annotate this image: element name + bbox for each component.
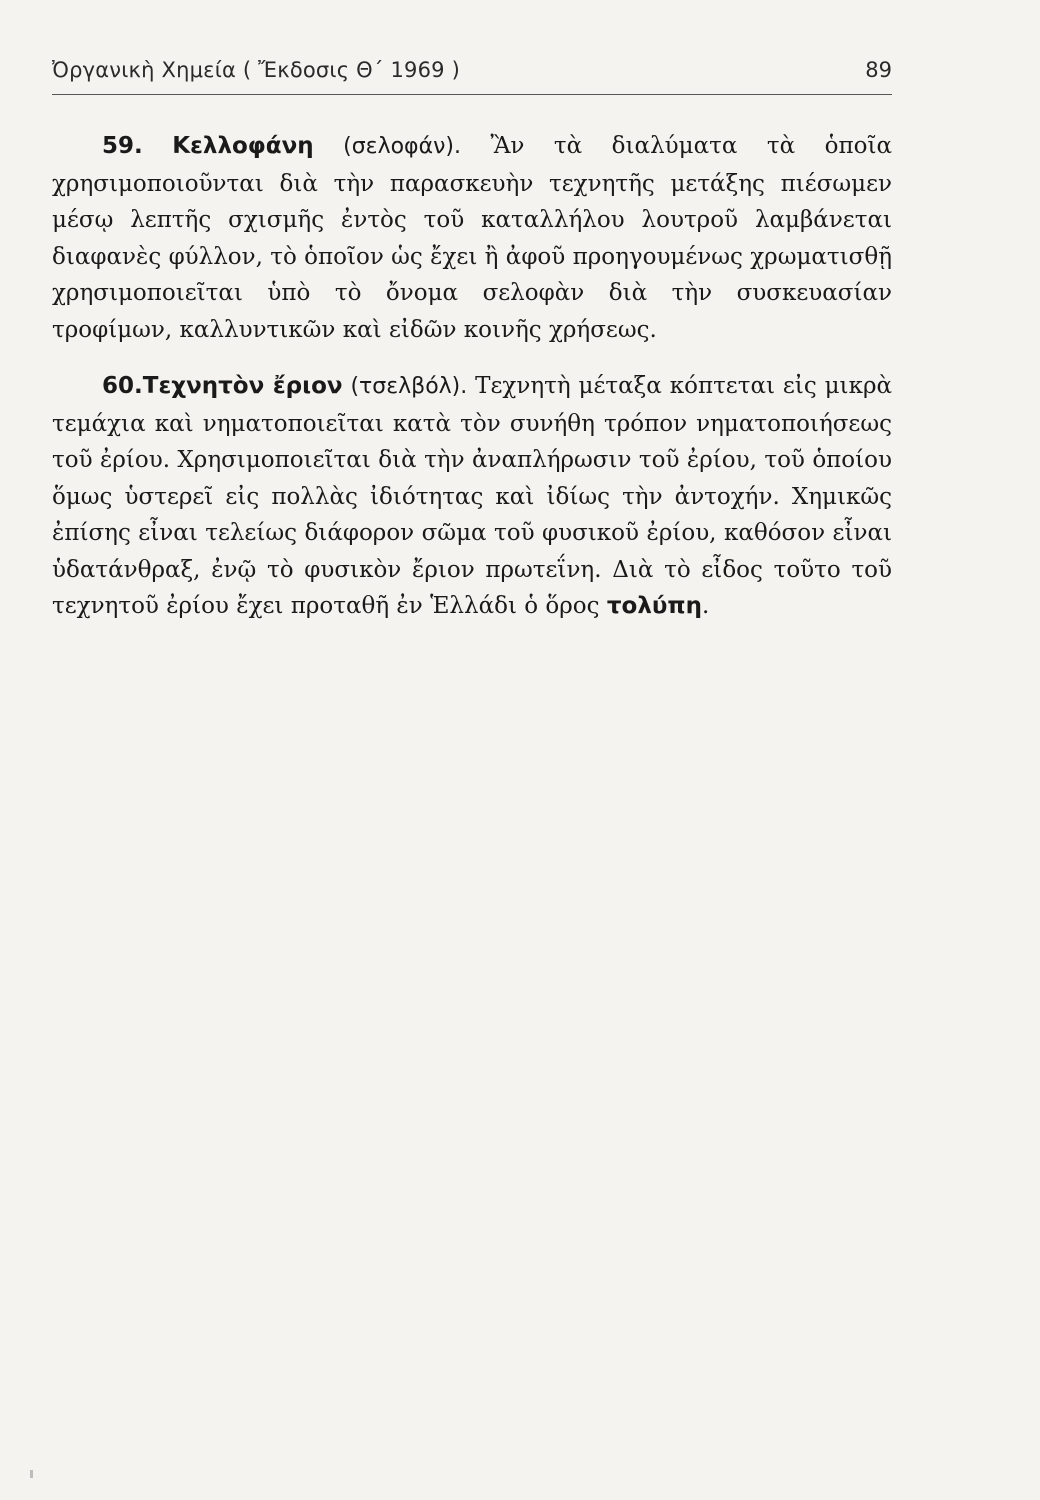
section-number: 59. [102,133,143,159]
paper-speck [30,1470,33,1478]
section-heading: Τεχνητὸν ἔριον [142,373,343,399]
section-heading: Κελλοφάνη [172,133,314,159]
section-number: 60. [102,373,143,399]
running-header [52,58,892,95]
running-title: Ὀργανικὴ Χημεία ( Ἔκδοσις Θ΄ 1969 ) [52,58,460,82]
section-59 [52,128,892,348]
section-parenthetical: (τσελβόλ). [350,374,468,399]
page-number: 89 [865,58,892,82]
section-text: Ἂν τὰ διαλύματα τὰ ὁποῖα χρησιμοποιοῦνται διὰ τὴν παρασκευὴν τεχνητῆς μετάξης πιέσωμεν μέσῳ λεπτῆς σχισμῆς ἐντὸς τοῦ καταλλήλου λουτροῦ λαμβάνεται διαφανὲς φύλλον, τὸ ὁποῖον ὡς ἔχει ἢ ἀφοῦ προηγουμένως χρωματισθῇ χρησιμοποιεῖται ὑπὸ τὸ ὄνομα σελοφὰν διὰ τὴν συσκευασίαν τροφίμων, καλλυντικῶν καὶ εἰδῶν κοινῆς χρήσεως. [52,133,893,343]
section-text: Τεχνητὴ μέταξα κόπτεται εἰς μικρὰ τεμάχια καὶ νηματοποιεῖται κατὰ τὸν συνήθη τρόπον νηματοποιήσεως τοῦ ἐρίου. Χρησιμοποιεῖται διὰ τὴν ἀναπλήρωσιν τοῦ ἐρίου, τοῦ ὁποίου ὅμως ὑστερεῖ εἰς πολλὰς ἰδιότητας καὶ ἰδίως τὴν ἀντοχήν. Χημικῶς ἐπίσης εἶναι τελείως διάφορον σῶμα τοῦ φυσικοῦ ἐρίου, καθόσον εἶναι ὑδατάνθραξ, ἐνῷ τὸ φυσικὸν ἔριον πρωτεΐνη. Διὰ τὸ εἶδος τοῦτο τοῦ τεχνητοῦ ἐρίου ἔχει προταθῆ ἐν Ἑλλάδι ὁ ὅρος [52,373,893,619]
section-60 [52,368,892,625]
section-text-end: . [701,593,710,619]
body-text [52,128,892,625]
section-parenthetical: (σελοφάν). [343,134,461,159]
emphasized-term: τολύπη [606,593,702,619]
